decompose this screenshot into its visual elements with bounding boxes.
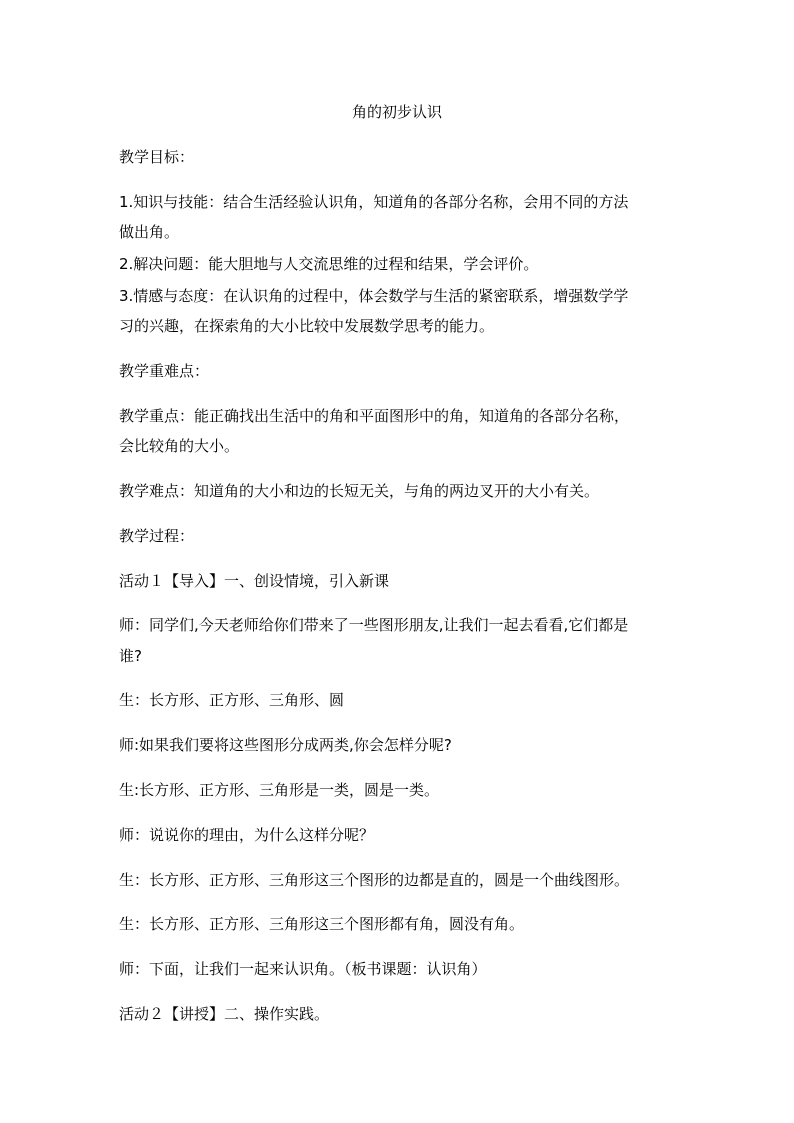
activity-1-heading: 活动１【导入】一、创设情境，引入新课	[119, 572, 390, 590]
heading-teaching-process: 教学过程：	[119, 527, 195, 545]
goal-1-line-2: 做出角。	[119, 223, 180, 241]
activity-2-heading: 活动２【讲授】二、操作实践。	[119, 1005, 330, 1023]
goal-3-line-1: 3.情感与态度：在认识角的过程中，体会数学与生活的紧密联系，增强数学学	[119, 287, 629, 305]
key-point-line-2: 会比较角的大小。	[119, 437, 240, 455]
goal-1-line-1: 1.知识与技能：结合生活经验认识角，知道角的各部分名称，会用不同的方法	[119, 193, 629, 211]
heading-teaching-goals: 教学目标：	[119, 148, 195, 166]
dialogue-line: 师：说说你的理由，为什么这样分呢？	[119, 826, 375, 844]
dialogue-line: 师:如果我们要将这些图形分成两类,你会怎样分呢?	[119, 736, 452, 754]
dialogue-line: 师：同学们,今天老师给你们带来了一些图形朋友,让我们一起去看看,它们都是	[119, 616, 629, 634]
dialogue-line: 生：长方形、正方形、三角形、圆	[119, 691, 345, 709]
dialogue-line: 生：长方形、正方形、三角形这三个图形的边都是直的，圆是一个曲线图形。	[119, 871, 630, 889]
dialogue-line: 谁?	[119, 647, 142, 665]
goal-2: 2.解决问题：能大胆地与人交流思维的过程和结果，学会评价。	[119, 255, 539, 273]
dialogue-line: 生:长方形、正方形、三角形是一类，圆是一类。	[119, 781, 440, 799]
dialogue-line: 师：下面，让我们一起来认识角。（板书课题：认识角）	[119, 960, 487, 978]
dialogue-line: 生：长方形、正方形、三角形这三个图形都有角，圆没有角。	[119, 915, 525, 933]
goal-3-line-2: 习的兴趣，在探索角的大小比较中发展数学思考的能力。	[119, 317, 495, 335]
heading-key-points: 教学重难点：	[119, 362, 210, 380]
document-title: 角的初步认识	[351, 103, 442, 121]
difficult-point: 教学难点：知道角的大小和边的长短无关，与角的两边叉开的大小有关。	[119, 482, 600, 500]
key-point-line-1: 教学重点：能正确找出生活中的角和平面图形中的角，知道角的各部分名称，	[119, 407, 630, 425]
